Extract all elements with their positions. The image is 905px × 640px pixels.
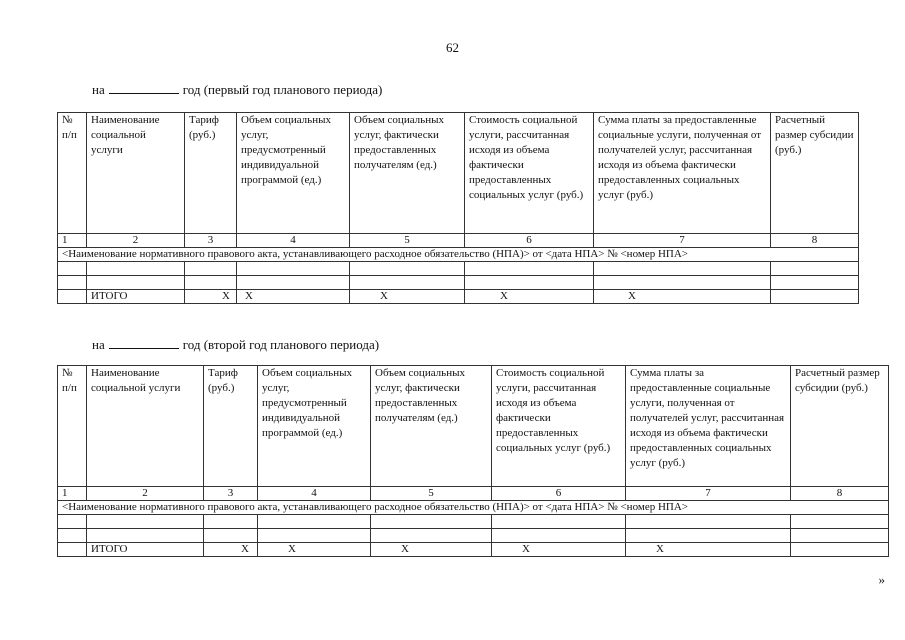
column-number: 2: [87, 234, 185, 248]
header-cell: Объем социальных услуг, фактически предоставленных получателям (ед.): [350, 113, 465, 234]
header-cell: Стоимость социальной услуги, рассчитанная исходя из объема фактически предоставленных социальных услуг (руб.): [492, 366, 626, 487]
header-cell: Объем социальных услуг, фактически предоставленных получателям (ед.): [371, 366, 492, 487]
heading-suffix: год (второй год планового периода): [182, 337, 380, 352]
header-cell: Сумма платы за предоставленные социальные услуги, полученная от получателей услуг, рассчитанная исходя из объема фактически предоставленных социальных услуг (руб.): [594, 113, 771, 234]
header-cell: № п/п: [58, 113, 87, 234]
total-x-mark: Х: [185, 290, 237, 304]
header-cell: Сумма платы за предоставленные социальные услуги, полученная от получателей услуг, рассчитанная исходя из объема фактически предоставленных социальных услуг (руб.): [626, 366, 791, 487]
empty-row: [58, 515, 889, 529]
column-number: 6: [492, 487, 626, 501]
header-cell: Наименование социальной услуги: [87, 113, 185, 234]
header-cell: № п/п: [58, 366, 87, 487]
column-number: 5: [371, 487, 492, 501]
heading-prefix: на: [92, 82, 105, 97]
header-cell: Тариф (руб.): [204, 366, 258, 487]
column-number: 1: [58, 487, 87, 501]
total-x-mark: Х: [350, 290, 465, 304]
heading-prefix: на: [92, 337, 105, 352]
header-cell: Тариф (руб.): [185, 113, 237, 234]
page-number: 62: [446, 40, 459, 55]
header-row: [58, 113, 859, 234]
legal-act-cell: <Наименование нормативного правового акта, устанавливающего расходное обязательство (НПА)> от <дата НПА> № <номер НПА>: [58, 248, 859, 262]
legal-act-cell: <Наименование нормативного правового акта, устанавливающего расходное обязательство (НПА)> от <дата НПА> № <номер НПА>: [58, 501, 889, 515]
total-cell: [771, 290, 859, 304]
header-cell: Расчетный размер субсидии (руб.): [771, 113, 859, 234]
legal-act-row: [58, 501, 889, 515]
column-number-row: [58, 234, 859, 248]
total-x-mark: Х: [492, 543, 626, 557]
total-label: ИТОГО: [87, 543, 204, 557]
column-number: 7: [626, 487, 791, 501]
report-table-2: [57, 365, 889, 557]
total-x-mark: Х: [465, 290, 594, 304]
column-number: 8: [771, 234, 859, 248]
empty-row: [58, 529, 889, 543]
year-blank: [109, 83, 179, 94]
header-cell: Объем социальных услуг, предусмотренный индивидуальной программой (ед.): [258, 366, 371, 487]
column-number: 8: [791, 487, 889, 501]
total-row: [58, 290, 859, 304]
empty-row: [58, 262, 859, 276]
total-row: [58, 543, 889, 557]
total-label: ИТОГО: [87, 290, 185, 304]
legal-act-row: [58, 248, 859, 262]
column-number: 3: [204, 487, 258, 501]
total-x-mark: Х: [237, 290, 350, 304]
column-number: 7: [594, 234, 771, 248]
column-number: 6: [465, 234, 594, 248]
total-x-mark: Х: [258, 543, 371, 557]
header-cell: Наименование социальной услуги: [87, 366, 204, 487]
column-number: 4: [237, 234, 350, 248]
header-cell: Объем социальных услуг, предусмотренный индивидуальной программой (ед.): [237, 113, 350, 234]
column-number: 5: [350, 234, 465, 248]
column-number: 2: [87, 487, 204, 501]
section-heading-2: [92, 337, 379, 353]
column-number-row: [58, 487, 889, 501]
total-x-mark: Х: [626, 543, 791, 557]
section-heading-1: [92, 82, 382, 98]
total-cell: [58, 290, 87, 304]
year-blank: [109, 338, 179, 349]
header-row: [58, 366, 889, 487]
total-x-mark: Х: [371, 543, 492, 557]
header-cell: Расчетный размер субсидии (руб.): [791, 366, 889, 487]
total-x-mark: Х: [594, 290, 771, 304]
total-cell: [58, 543, 87, 557]
total-cell: [791, 543, 889, 557]
column-number: 3: [185, 234, 237, 248]
header-cell: Стоимость социальной услуги, рассчитанная исходя из объема фактически предоставленных социальных услуг (руб.): [465, 113, 594, 234]
total-x-mark: Х: [204, 543, 258, 557]
column-number: 1: [58, 234, 87, 248]
empty-row: [58, 276, 859, 290]
closing-quote: »: [878, 572, 885, 587]
heading-suffix: год (первый год планового периода): [182, 82, 383, 97]
report-table-1: [57, 112, 859, 304]
column-number: 4: [258, 487, 371, 501]
